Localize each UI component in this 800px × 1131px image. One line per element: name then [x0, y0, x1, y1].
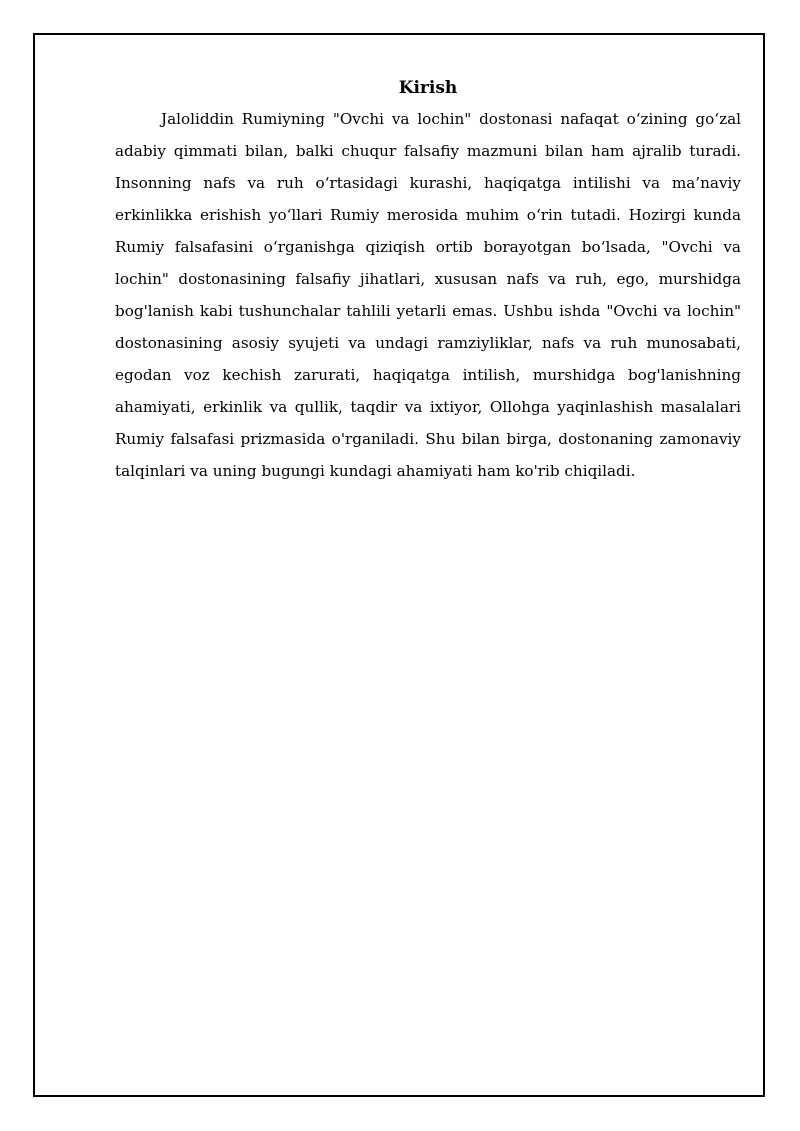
section-title: Kirish [398, 78, 458, 98]
intro-paragraph: Jaloliddin Rumiyning "Ovchi va lochin" dostonasi nafaqat o‘zining go‘zal adabiy qimmati bilan, balki chuqur falsafiy mazmuni bilan ham ajralib turadi. Insonning nafs va ruh o‘rtasidagi kurashi, haqiqatga intilishi va ma’naviy erkinlikka erishish yo‘llari Rumiy merosida muhim o‘rin tutadi. Hozirgi kunda Rumiy falsafasini o‘rganishga qiziqish ortib borayotgan bo‘lsada, "Ovchi va lochin" dostonasining falsafiy jihatlari, xususan nafs va ruh, ego, murshidga bog'lanish kabi tushunchalar tahlili yetarli emas. Ushbu ishda "Ovchi va lochin" dostonasining asosiy syujeti va undagi ramziyliklar, nafs va ruh munosabati, egodan voz kechish zarurati, haqiqatga intilish, murshidga bog'lanishning ahamiyati, erkinlik va qullik, taqdir va ixtiyor, Ollohga yaqinlashish masalalari Rumiy falsafasi prizmasida o'rganiladi. Shu bilan birga, dostonaning zamonaviy talqinlari va uning bugungi kundagi ahamiyati ham ko'rib chiqiladi. [115, 110, 741, 480]
document-body [115, 76, 741, 487]
